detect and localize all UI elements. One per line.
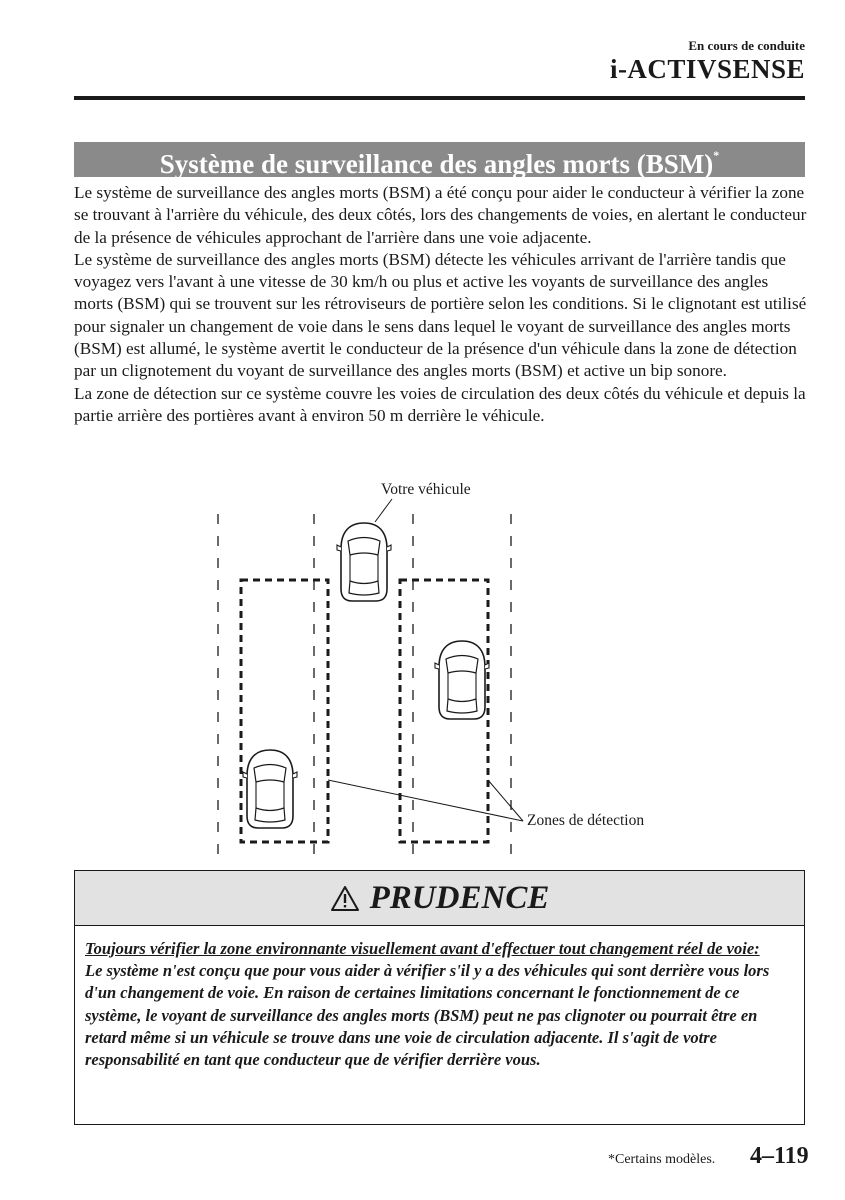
- your-vehicle-label: Votre véhicule: [381, 481, 471, 498]
- vehicle-right-lane: [435, 641, 489, 719]
- vehicle-left-lane: [243, 750, 297, 828]
- caution-box: [74, 870, 805, 1125]
- section-heading-text: Système de surveillance des angles morts (BSM): [159, 149, 714, 179]
- own-vehicle: [337, 523, 391, 601]
- caution-header: [75, 871, 804, 926]
- bsm-detection-diagram: [200, 478, 680, 868]
- caution-title: PRUDENCE: [369, 879, 550, 916]
- caution-lead: Toujours vérifier la zone environnante visuellement avant d'effectuer tout changement réel de voie:: [85, 939, 760, 958]
- diagram-drawing: [200, 478, 680, 868]
- body-text: [74, 182, 809, 427]
- footnote-marker: *: [713, 148, 720, 162]
- caution-body: [75, 926, 804, 1071]
- footnote: *Certains modèles.: [608, 1152, 716, 1167]
- chapter-title: i-ACTIVSENSE: [609, 54, 805, 84]
- paragraph: La zone de détection sur ce système couvre les voies de circulation des deux côtés du véhicule et depuis la partie arrière des portières avant à environ 50 m derrière le véhicule.: [74, 383, 806, 425]
- paragraph: Le système de surveillance des angles morts (BSM) détecte les véhicules arrivant de l'arrière tandis que voyagez vers l'avant à une vitesse de 30 km/h ou plus et active les voyants de surveillance des angles morts (BSM) qui se trouvent sur les rétroviseurs de portière selon les conditions. Si le clignotant est utilisé pour signaler un changement de voie dans le sens dans lequel le voyant de surveillance des angles morts (BSM) est allumé, le système avertit le conducteur de la présence d'un véhicule dans la zone de détection par un clignotement du voyant de surveillance des angles morts (BSM) et active un bip sonore.: [74, 249, 807, 381]
- header-rule: [74, 96, 805, 100]
- page-number: 4–119: [750, 1143, 809, 1169]
- caution-text: Le système n'est conçu que pour vous aider à vérifier s'il y a des véhicules qui sont derrière vous lors d'un changement de voie. En raison de certaines limitations concernant le fonctionnement de ce système, le voyant de surveillance des angles morts (BSM) peut ne pas clignoter ou pourrait être en retard même si un véhicule se trouve dans une voie de circulation adjacente. Il s'agit de votre responsabilité en tant que conducteur que de vérifier derrière vous.: [85, 961, 770, 1070]
- section-label: En cours de conduite: [688, 38, 805, 53]
- section-heading: [74, 142, 805, 177]
- paragraph: Le système de surveillance des angles morts (BSM) a été conçu pour aider le conducteur à vérifier la zone se trouvant à l'arrière du véhicule, des deux côtés, lors des changements de voies, en alertant le conducteur de la présence de véhicules approchant de l'arrière dans une voie adjacente.: [74, 183, 807, 247]
- warning-triangle-icon: [330, 885, 360, 912]
- detection-zones-label: Zones de détection: [527, 812, 645, 829]
